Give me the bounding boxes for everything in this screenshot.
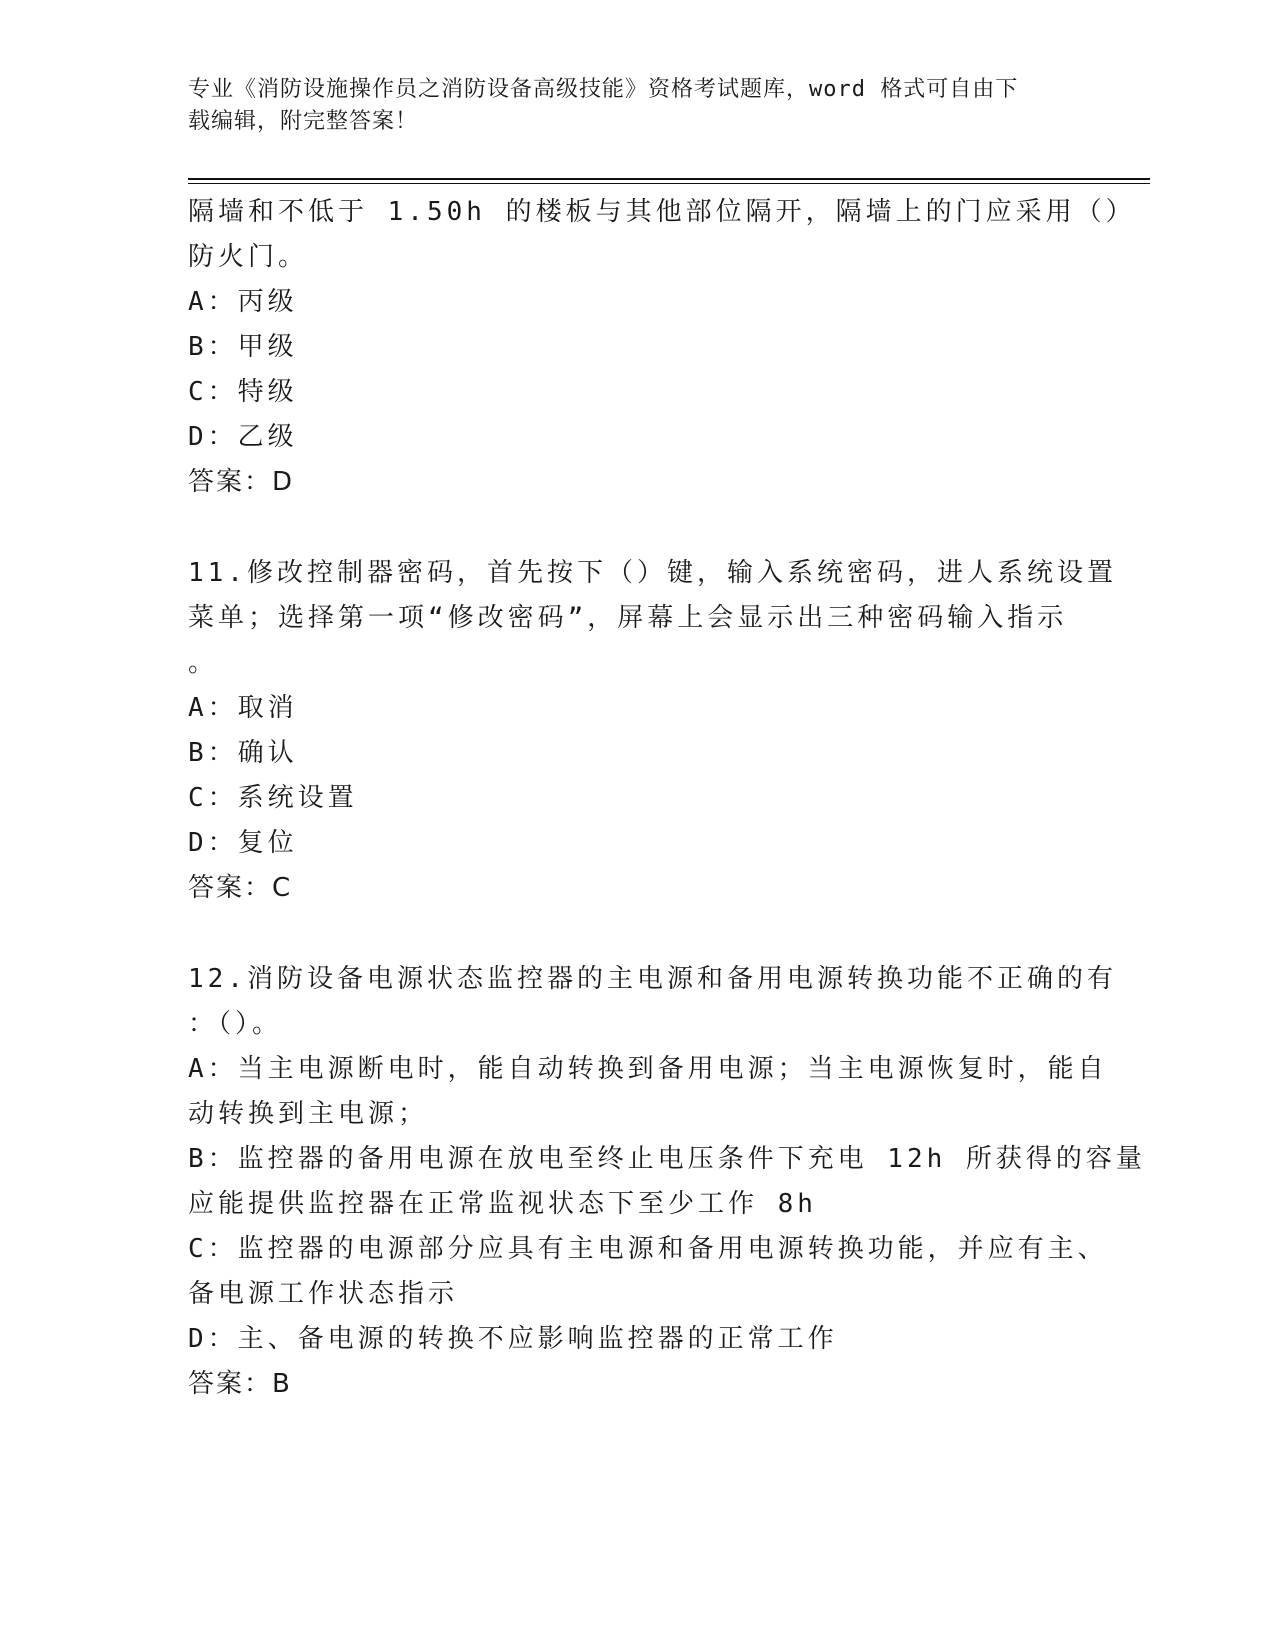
question-11 xyxy=(188,551,1117,911)
option-b: B：甲级 xyxy=(188,332,298,362)
option-d: D：复位 xyxy=(188,828,298,858)
question-stem-line: 12.消防设备电源状态监控器的主电源和备用电源转换功能不正确的有 xyxy=(188,964,1117,994)
option-c-continuation: 备电源工作状态指示 xyxy=(188,1279,459,1309)
header-rule-thick xyxy=(188,178,1150,180)
question-10 xyxy=(188,190,1136,505)
question-stem-line: 11.修改控制器密码，首先按下（）键，输入系统密码，进人系统设置 xyxy=(188,558,1117,588)
question-stem-line: ：（）。 xyxy=(188,1009,283,1039)
question-spacer xyxy=(188,911,1088,957)
answer-line: 答案：C xyxy=(188,873,293,903)
option-c: C：特级 xyxy=(188,377,298,407)
answer-line: 答案：D xyxy=(188,467,295,497)
option-c: C：系统设置 xyxy=(188,783,358,813)
option-d: D：乙级 xyxy=(188,422,298,452)
question-stem-line: 防火门。 xyxy=(188,242,309,272)
header-rule-thin xyxy=(188,183,1150,184)
option-b-continuation: 应能提供监控器在正常监视状态下至少工作 8h xyxy=(188,1189,817,1219)
option-a: A：丙级 xyxy=(188,287,298,317)
document-header xyxy=(188,74,1088,138)
answer-line: 答案：B xyxy=(188,1369,292,1399)
option-a: A：当主电源断电时，能自动转换到备用电源；当主电源恢复时，能自 xyxy=(188,1054,1108,1084)
question-12 xyxy=(188,957,1146,1407)
question-stem-line: 菜单；选择第一项“修改密码”，屏幕上会显示出三种密码输入指示 xyxy=(188,603,1068,633)
option-a: A：取消 xyxy=(188,693,298,723)
header-line-2: 载编辑，附完整答案！ xyxy=(188,109,419,134)
option-b: B：监控器的备用电源在放电至终止电压条件下充电 12h 所获得的容量 xyxy=(188,1144,1146,1174)
option-b: B：确认 xyxy=(188,738,298,768)
question-stem-line: 。 xyxy=(188,648,219,678)
question-stem-line: 隔墙和不低于 1.50h 的楼板与其他部位隔开，隔墙上的门应采用（） xyxy=(188,197,1136,227)
option-a-continuation: 动转换到主电源； xyxy=(188,1099,429,1129)
option-c: C：监控器的电源部分应具有主电源和备用电源转换功能，并应有主、 xyxy=(188,1234,1108,1264)
question-list xyxy=(188,190,1146,1407)
header-line-1: 专业《消防设施操作员之消防设备高级技能》资格考试题库，word 格式可自由下 xyxy=(188,77,1019,102)
question-spacer xyxy=(188,505,1088,551)
option-d: D：主、备电源的转换不应影响监控器的正常工作 xyxy=(188,1324,838,1354)
